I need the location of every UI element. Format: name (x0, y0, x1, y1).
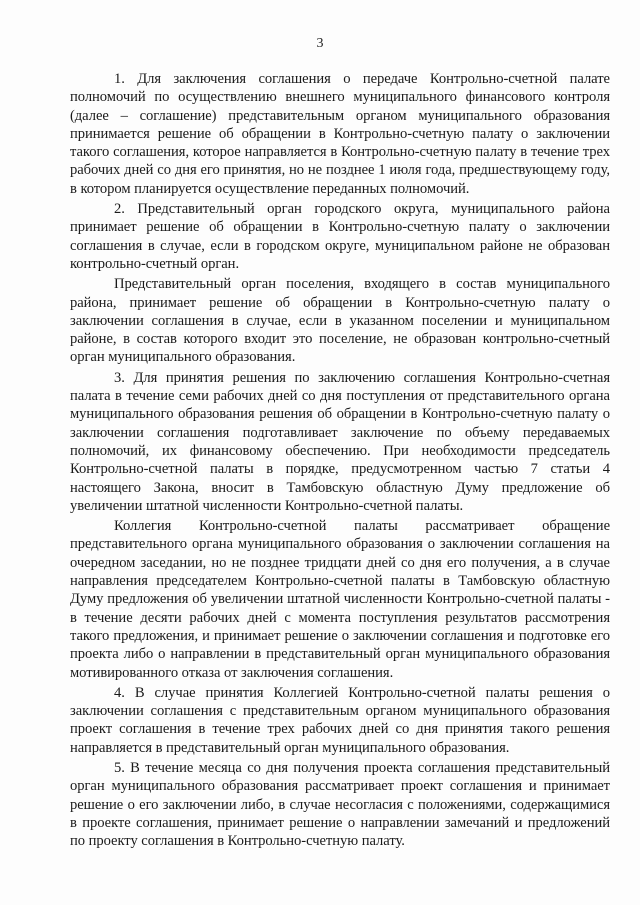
document-body (70, 70, 610, 852)
paragraph-6: 4. В случае принятия Коллегией Контрольно-счетной палаты решения о заключении соглашения с представительным органом муниципального образования проект соглашения в течение трех рабочих дней со дня принятия такого решения направляется в представительный орган муниципального образования. (70, 684, 610, 756)
paragraph-7: 5. В течение месяца со дня получения проекта соглашения представительный орган муниципального образования рассматривает проект соглашения и принимает решение о его заключении либо, в случае несогласия с положениями, содержащимися в проекте соглашения, принимает решение о направлении замечаний и предложений по проекту соглашения в Контрольно-счетную палату. (70, 759, 610, 850)
page-number: 3 (316, 36, 324, 51)
paragraph-4: 3. Для принятия решения по заключению соглашения Контрольно-счетная палата в течение семи рабочих дней со дня поступления от представительного органа муниципального образования решения об обращении в Контрольно-счетную палату о заключении соглашения подготавливает заключение по объему передаваемых полномочий, их финансовому обеспечению. При необходимости председатель Контрольно-счетной палаты в порядке, предусмотренном частью 7 статьи 4 настоящего Закона, вносит в Тамбовскую областную Думу предложение об увеличении штатной численности Контрольно-счетной палаты. (70, 369, 610, 514)
paragraph-2: 2. Представительный орган городского округа, муниципального района принимает решение об обращении в Контрольно-счетную палату о заключении соглашения в случае, если в городском округе, муниципальном районе не образован контрольно-счетный орган. (70, 201, 610, 272)
paragraph-3: Представительный орган поселения, входящего в состав муниципального района, принимает решение об обращении в Контрольно-счетную палату о заключении соглашения в случае, если в указанном поселении и муниципальном районе, в состав которого входит это поселение, не образован контрольно-счетный орган муниципального образования. (70, 276, 610, 366)
paragraph-1: 1. Для заключения соглашения о передаче Контрольно-счетной палате полномочий по осуществлению внешнего муниципального финансового контроля (далее – соглашение) представительным органом муниципального образования принимается решение об обращении в Контрольно-счетную палату о заключении такого соглашения, которое направляется в Контрольно-счетную палату в течение трех рабочих дней со дня его принятия, но не позднее 1 июля года, предшествующему году, в котором планируется осуществление переданных полномочий. (70, 71, 610, 197)
paragraph-5: Коллегия Контрольно-счетной палаты рассматривает обращение представительного органа муниципального образования о заключении соглашения на очередном заседании, но не позднее тридцати дней со дня его получения, а в случае направления председателем Контрольно-счетной палаты в Тамбовскую областную Думу предложения об увеличении штатной численности Контрольно-счетной палаты - в течение десяти рабочих дней с момента поступления результатов рассмотрения такого предложения, и принимает решение о заключении соглашения и подготовке его проекта либо о направлении в представительный орган муниципального образования мотивированного отказа от заключения соглашения. (70, 518, 610, 681)
